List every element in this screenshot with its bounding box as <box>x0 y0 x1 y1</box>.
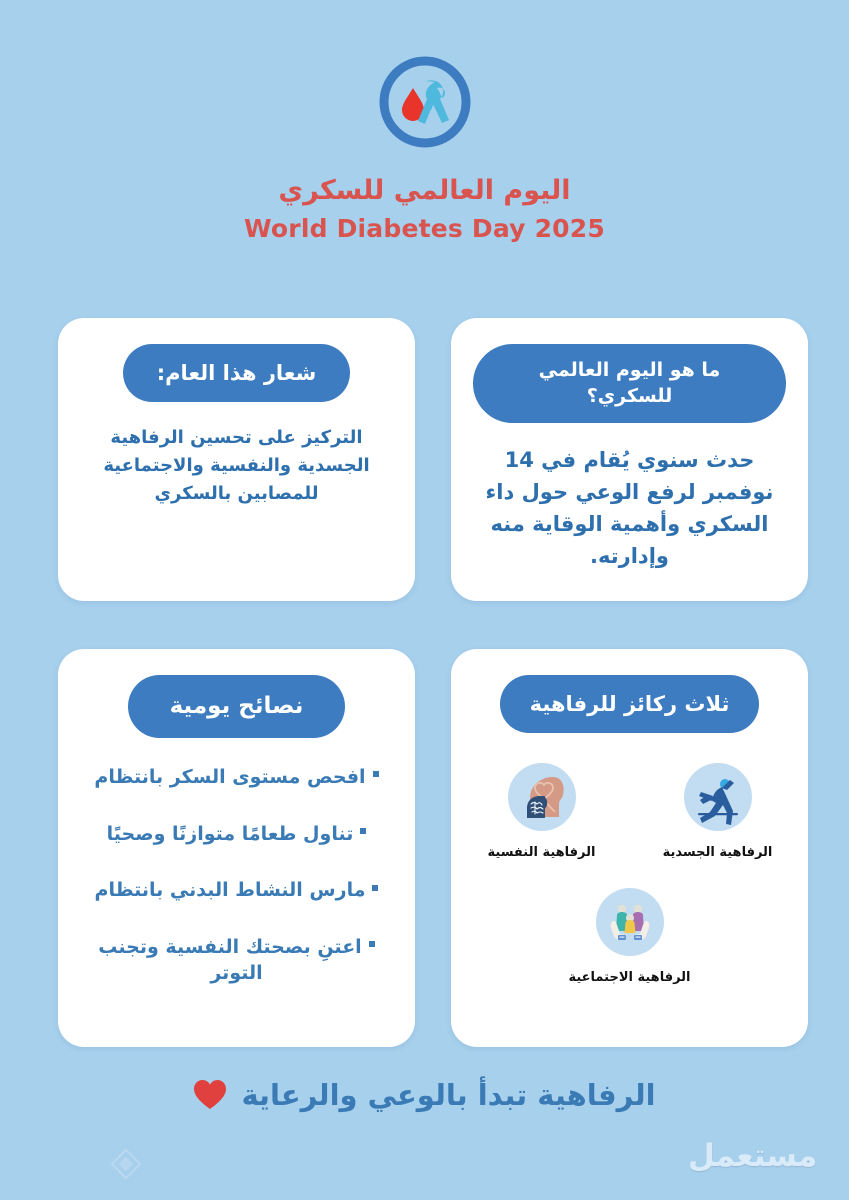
tip-text: تناول طعامًا متوازنًا وصحيًا <box>106 822 354 845</box>
card-three-pillars <box>451 649 808 1047</box>
pillar-mental-wellbeing-label: الرفاهية النفسية <box>487 845 596 861</box>
bullet-icon <box>373 771 379 777</box>
footer-slogan: الرفاهية تبدأ بالوعي والرعاية <box>241 1078 656 1112</box>
hands-holding-family-icon <box>596 888 664 956</box>
footer-inner <box>193 1078 655 1112</box>
pillar-physical-wellbeing <box>658 763 778 862</box>
list-item <box>88 934 385 987</box>
card-what-is-wdd-title: ما هو اليوم العالمي للسكري؟ <box>473 344 786 423</box>
heart-icon <box>193 1079 227 1111</box>
tip-text: افحص مستوى السكر بانتظام <box>94 765 366 788</box>
poster-header <box>0 52 849 243</box>
card-this-year-slogan-body: التركيز على تحسين الرفاهية الجسدية والنفسية والاجتماعية للمصابين بالسكري <box>103 427 370 505</box>
diamond-watermark-icon <box>110 1148 142 1180</box>
card-three-pillars-title: ثلاث ركائز للرفاهية <box>500 675 760 733</box>
bullet-icon <box>360 828 366 834</box>
head-brain-heart-icon <box>508 763 576 831</box>
running-person-icon <box>684 763 752 831</box>
card-what-is-wdd-body: حدث سنوي يُقام في 14 نوفمبر لرفع الوعي حول داء السكري وأهمية الوقاية منه وإدارته. <box>485 448 774 568</box>
brand-watermark-text: مستعمل <box>687 1138 818 1174</box>
brand-watermark <box>680 1138 825 1184</box>
list-item <box>88 821 385 848</box>
list-item <box>88 877 385 904</box>
tip-text: اعتنِ بصحتك النفسية وتجنب التوتر <box>98 935 362 985</box>
card-daily-tips <box>58 649 415 1047</box>
pillar-physical-wellbeing-label: الرفاهية الجسدية <box>662 845 773 861</box>
pillar-mental-wellbeing <box>482 763 602 862</box>
card-this-year-slogan <box>58 318 415 601</box>
cards-grid <box>58 318 808 1047</box>
card-this-year-slogan-title: شعار هذا العام: <box>123 344 351 402</box>
tip-text: مارس النشاط البدني بانتظام <box>94 879 366 902</box>
pillar-social-wellbeing-label: الرفاهية الاجتماعية <box>568 970 691 986</box>
card-what-is-wdd <box>451 318 808 601</box>
diabetes-ribbon-blood-drop-icon <box>375 52 475 152</box>
list-item <box>88 764 385 791</box>
poster-title-english: World Diabetes Day 2025 <box>244 213 605 243</box>
poster-title-arabic: اليوم العالمي للسكري <box>278 175 571 206</box>
pillars-row <box>482 763 778 862</box>
pillar-social-wellbeing <box>568 888 690 987</box>
daily-tips-list <box>80 764 393 987</box>
poster-footer <box>0 1078 849 1112</box>
bullet-icon <box>369 941 375 947</box>
bullet-icon <box>372 885 378 891</box>
card-daily-tips-title: نصائح يومية <box>128 675 346 738</box>
